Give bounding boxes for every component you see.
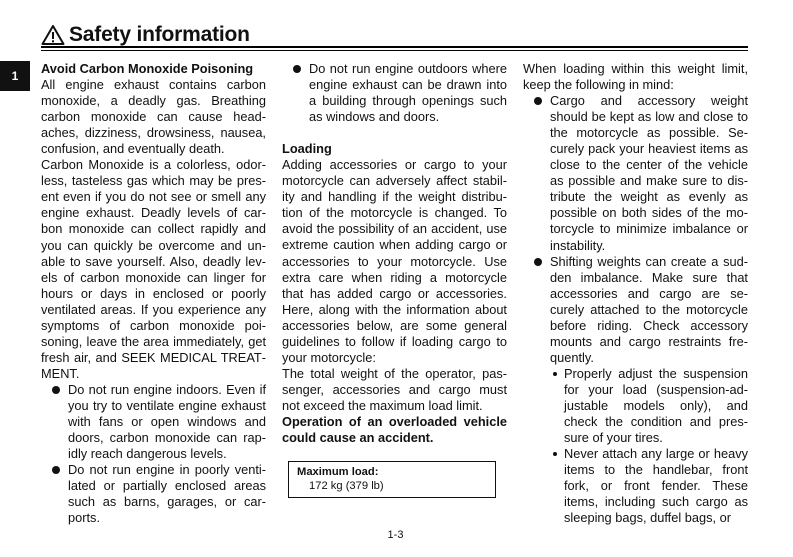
- chapter-tab: 1: [0, 61, 30, 91]
- paragraph: Adding accessories or cargo to your motorcycle can adversely affect stability and handling if the weight distribution of the motorcycle is changed. To avoid the possibility of an accident, use extreme caution when adding cargo or accessories to your motorcycle. Use extra care when riding a motorcycle that has added cargo or accessories. Here, along with the information about accessories below, are some general guidelines to follow if loading cargo to your motorcycle:: [282, 157, 507, 365]
- sub-bullet-item: Never attach any large or heavy items to the handlebar, front fork, or front fender. These items, including such cargo as sleeping bags, duffel bags, or: [550, 446, 748, 526]
- maximum-load-value: 172 kg (379 lb): [309, 480, 384, 493]
- paragraph: Carbon Monoxide is a colorless, odorless, tasteless gas which may be present even if you do not see or smell any engine exhaust. Deadly levels of carbon monoxide can collect rapidly and you can quickly be overcome and unable to save yourself. Also, deadly levels of carbon monoxide can linger for hours or days in enclosed or poorly ventilated areas. If you experience any symptoms of carbon monoxide poisoning, leave the area immediately, get fresh air, and SEEK MEDICAL TREATMENT.: [41, 157, 266, 381]
- sub-bullet-list: [550, 366, 748, 526]
- sub-bullet-item: Properly adjust the suspension for your load (suspension-adjustable models only), and check the condition and pressure of your tires.: [550, 366, 748, 446]
- bullet-item: Do not run engine indoors. Even if you try to ventilate engine exhaust with fans or open windows and doors, carbon monoxide can rapidly reach dangerous levels.: [41, 382, 266, 462]
- page-title: [41, 22, 250, 48]
- bullet-item: [523, 254, 748, 527]
- bullet-item: Do not run engine outdoors where engine exhaust can be drawn into a building through openings such as windows and doors.: [282, 61, 507, 125]
- maximum-load-box: [288, 461, 496, 498]
- paragraph: When loading within this weight limit, keep the following in mind:: [523, 61, 748, 93]
- section-heading-carbon-monoxide: Avoid Carbon Monoxide Poisoning: [41, 61, 254, 76]
- bullet-list: [523, 93, 748, 526]
- overload-warning: Operation of an overloaded vehicle could cause an accident.: [282, 413, 507, 446]
- bullet-list: [41, 382, 266, 526]
- section-heading-loading: Loading: [282, 141, 332, 157]
- maximum-load-label: Maximum load:: [297, 466, 379, 479]
- paragraph: The total weight of the operator, passenger, accessories and cargo must not exceed the maximum load limit.: [282, 365, 507, 413]
- bullet-item-text: Shifting weights can create a sudden imbalance. Make sure that accessories and cargo are securely attached to the motorcycle before riding. Check accessory mounts and cargo restraints frequently.: [550, 253, 748, 365]
- bullet-list: [282, 61, 507, 125]
- warning-triangle-icon: [41, 24, 65, 46]
- bullet-item: Cargo and accessory weight should be kept as low and close to the motorcycle as possible. Securely pack your heaviest items as close to the center of the vehicle as possible and make sure to distribute the weight as evenly as possible on both sides of the motorcycle to minimize imbalance or instability.: [523, 93, 748, 253]
- paragraph: All engine exhaust contains carbon monoxide, a deadly gas. Breathing carbon monoxide can cause headaches, dizziness, drowsiness, nausea, confusion, and eventually death.: [41, 77, 266, 157]
- title-rule-thin: [41, 50, 748, 51]
- column-1: [41, 61, 266, 526]
- bullet-item: Do not run engine in poorly ventilated or partially enclosed areas such as barns, garages, or carports.: [41, 462, 266, 526]
- title-rule: [41, 46, 748, 48]
- page-title-text: Safety information: [69, 23, 250, 46]
- page-number: 1-3: [387, 529, 404, 541]
- column-2: [282, 61, 507, 498]
- column-3: [523, 61, 748, 526]
